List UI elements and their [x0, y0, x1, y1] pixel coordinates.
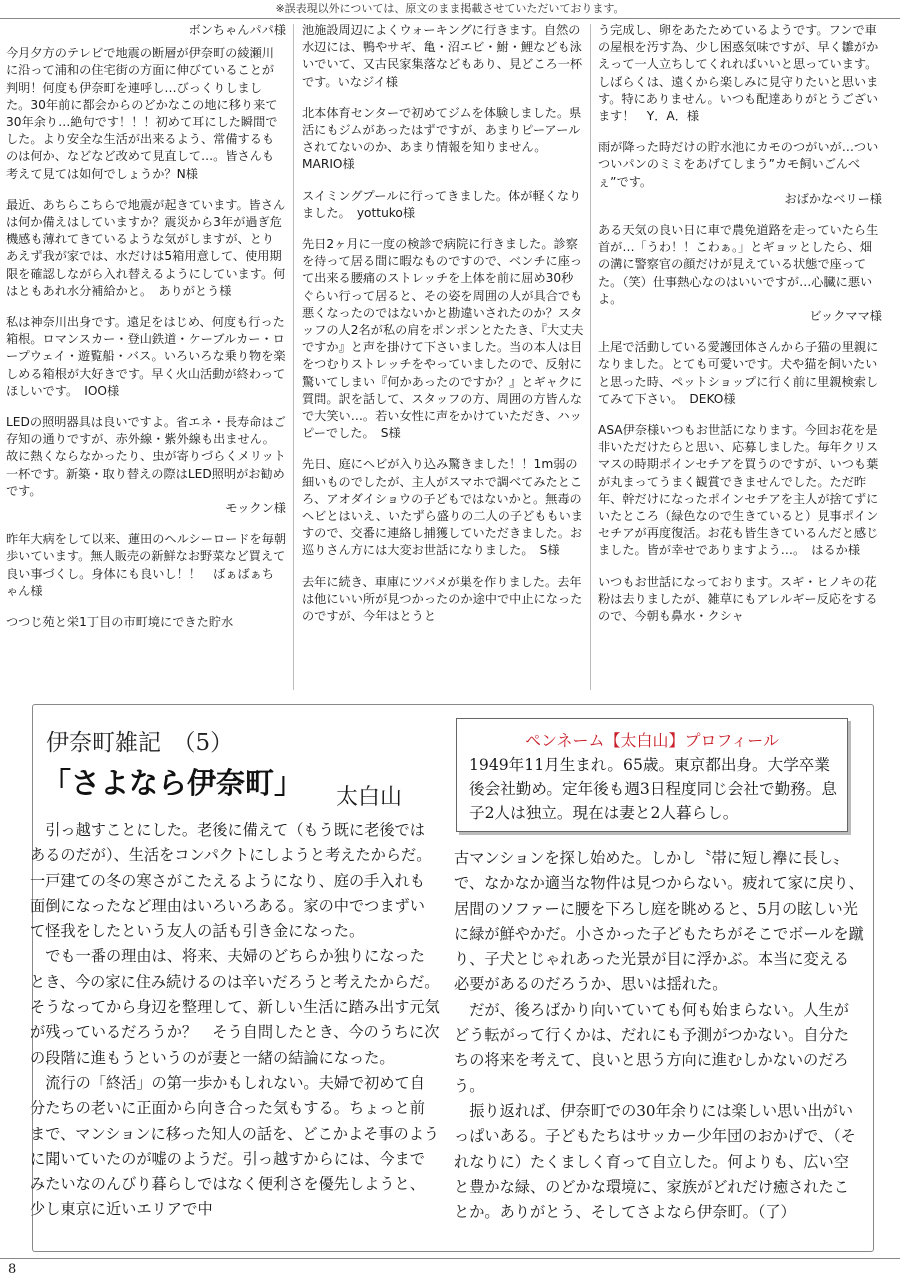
article-paragraph: でも一番の理由は、将来、夫婦のどちらか独りになったとき、今の家に住み続けるのは辛いだろうと考えたからだ。そうなってから身辺を整理して、新しい生活に踏み出す元気が残っているだろうか？ そう自問したとき、今のうちに次の段階に進もうというのが妻と一緒の結論になった。 [30, 947, 440, 1067]
letter: 上尾で活動している愛護団体さんから子猫の里親になりました。とても可愛いです。犬や猫を飼いたいと思った時、ペットショップに行く前に里親検索してみて下さい。 DEKO様 [598, 340, 879, 406]
letters-column-3 [598, 22, 882, 692]
letters-column-1 [6, 22, 286, 692]
article-paragraph: 振り返れば、伊奈町での30年余りには楽しい思い出がいっぱいある。子どもたちはサッカー少年団のおかげで、（それなりに）たくましく育って自立した。何よりも、広い空と豊かな緑、のどかな環境に、家族がどれだけ癒されたことか。ありがとう、そしてさよなら伊奈町。（了） [454, 1101, 856, 1222]
letter: 昨年大病をして以来、蓮田のヘルシーロードを毎朝歩いています。無人販売の新鮮なお野菜など買えて良い事づくし。身体にも良いし！！ ばぁばぁちゃん様 [6, 532, 286, 598]
author-profile-box [456, 718, 848, 832]
letter-signature: ボンちゃんパパ様 [188, 23, 286, 37]
letter: 池施設周辺によくウォーキングに行きます。自然の水辺には、鴨やサギ、亀・沼エビ・鮒・鯉なども泳いでいて、又古民家集落などもあり、見どころ一杯です。いなジイ様 [302, 23, 583, 89]
page-number: 8 [8, 1262, 17, 1277]
article-paragraph: 引っ越すことにした。老後に備えて（もう既に老後ではあるのだが）、生活をコンパクトにしようと考えたからだ。一戸建ての冬の寒さがこたえるようになり、庭の手入れも面倒になったなど理由はいろいろある。家の中でつまずいて怪我をしたという友人の話も引き金になった。 [30, 821, 432, 941]
letter: 私は神奈川出身です。遠足をはじめ、何度も行った箱根。ロマンスカー・登山鉄道・ケーブルカー・ロープウェイ・遊覧船・バス。いろいろな乗り物を楽しめる箱根が大好きです。早く火山活動が終わってほしいです。 IOO様 [6, 315, 286, 398]
letter-signature: ビックママ様 [809, 309, 882, 324]
article-paragraph: 流行の「終活」の第一歩かもしれない。夫婦で初めて自分たちの老いに正面から向き合った気もする。ちょっと前まで、マンションに移った知人の話を、どこかよそ事のように聞いていたのが嘘のようだ。引っ越すからには、今までみたいなのんびり暮らしではなく便利さを優先しようと、少し東京に近いエリアで中 [30, 1073, 440, 1219]
letter: 去年に続き、車庫にツバメが巣を作りました。去年は他にいい所が見つかったのか途中で中止になったのですが、今年はとうと [302, 574, 583, 624]
reprint-notice: ※誤表現以外については、原文のまま掲載させていただいております。 [275, 2, 625, 15]
letter: いつもお世話になっております。スギ・ヒノキの花粉は去りましたが、雑草にもアレルギー反応をするので、今朝も鼻水・クシャ [598, 574, 878, 624]
article-paragraph: 古マンションを探し始めた。しかし〝帯に短し襷に長し〟で、なかなか適当な物件は見つからない。疲れて家に戻り、居間のソファーに腰を下ろし庭を眺めると、5月の眩しい光に緑が鮮やかだ。小さかった子どもたちがそこでボールを蹴り、子犬とじゃれあった光景が目に浮かぶ。本当に変える必要があるのだろうか、思いは揺れた。 [454, 849, 864, 994]
letter-signature: おばかなベリー様 [784, 191, 882, 206]
letter: 北本体育センターで初めてジムを体験しました。県活にもジムがあったはずですが、あまりピーアールされてないのか、あまり情報を知りません。 MARIO様 [302, 105, 582, 172]
letter: 先日、庭にヘビが入り込み驚きました！！1m弱の細いものでしたが、主人がスマホで調べてみたところ、アオダイショウの子どもではないかと。無毒のヘビとはいえ、いたずら盛りの二人の子どももいますので、交番に連絡し捕獲していただきました。お巡りさん方には大変お世話になりました。 S様 [302, 457, 584, 558]
letter: 最近、あちらこちらで地震が起きています。皆さんは何か備えはしていますか？震災から3年が過ぎ危機感も薄れてきているような気がしますが、とりあえず我が家では、水だけは5箱用意して、使用期限を確認しながら入れ替えるようにしています。何はともあれ水分補給かと。 ありがとう様 [6, 197, 286, 298]
letter-signature: モックン様 [225, 501, 286, 516]
article-title: 「さよなら伊奈町」 [42, 766, 304, 800]
letter: スイミングプールに行ってきました。体が軽くなりました。 yottuko様 [302, 188, 582, 220]
letter: 雨が降った時だけの貯水池にカモのつがいが…ついついパンのミミをあげてしまう”カモ飼いごんべぇ”です。 [598, 140, 879, 189]
profile-title: ペンネーム【太白山】プロフィール [525, 731, 779, 750]
bottom-divider [0, 1258, 900, 1259]
letter: つつじ苑と栄1丁目の市町境にできた貯水 [6, 615, 234, 630]
article-column-left [30, 818, 440, 1223]
top-divider [0, 18, 900, 19]
letter: ASA伊奈様いつもお世話になります。今回お花を是非いただけたらと思い、応募しました。毎年クリスマスの時期ポインセチアを買うのですが、いつも葉が丸まってうまく観賞できませんでした。ただ昨年、幹だけになったポインセチアを主人が捨てずにいたところ（緑色なので生きていると）見事ポインセチアが再度復活。お花も皆生きているんだと感じました。皆が幸せでありますよう…。 はるか様 [598, 423, 879, 558]
column-divider [293, 24, 294, 690]
letters-column-2 [302, 22, 584, 692]
letter: LEDの照明器具は良いですよ。省エネ・長寿命はご存知の通りですが、赤外線・紫外線も出ません。故に熱くならなかったり、虫が寄りづらくメリット一杯です。新築・取り替えの際はLED照明がお勧めです。 [6, 415, 286, 498]
letter: う完成し、卵をあたためているようです。フンで車の屋根を汚す為、少し困惑気味ですが、早く雛がかえって一人立ちしてくれればいいと思っています。しばらくは、遠くから楽しみに見守りたいと思います。特にありません。いつも配達ありがとうございます！ Y．A．様 [598, 23, 879, 124]
article-column-right [454, 846, 864, 1225]
article-paragraph: だが、後ろばかり向いていても何も始まらない。人生がどう転がって行くかは、だれにも予測がつかない。自分たちの将来を考えて、良いと思う方向に進むしかないのだろう。 [454, 1000, 849, 1095]
column-divider [590, 24, 591, 690]
profile-text: 1949年11月生まれ。65歳。東京都出身。大学卒業後会社勤め。定年後も週3日程度同じ会社で勤務。息子2人は独立。現在は妻と2人暮らし。 [469, 756, 837, 822]
article-author: 太白山 [336, 785, 403, 810]
article-series-title: 伊奈町雑記 （5） [46, 730, 234, 756]
letter: ある天気の良い日に車で農免道路を走っていたら生首が…「うわ！！こわぁ。」とギョッとしたら、畑の溝に警察官の顔だけが見えている状態で座ってた。（笑）仕事熱心なのはいいですが…心臓に悪いよ。 [598, 223, 879, 306]
letter: 先日2ヶ月に一度の検診で病院に行きました。診察を待って居る間に暇なものですので、ベンチに座って出来る腰痛のストレッチを上体を前に屈め30秒ぐらい行って居ると、その姿を周囲の人が具合でも悪くなったのではないかと勘違いされたのか？スタッフの人2名が私の肩をポンポンとたたき、『大丈夫ですか』と声を掛けて下さいました。当の本人は目をつむりストレッチをやっていましたので、反射に驚いてしまい『何かあったのですか？』とギャクに質問。訳を話して、スタッフの方、周囲の方皆んなで大笑い…。若い女性に声をかけていただき、ハッピーでした。 S様 [302, 237, 584, 441]
letter: 今月夕方のテレビで地震の断層が伊奈町の綾瀬川に沿って浦和の住宅街の方面に伸びていることが判明！何度も伊奈町を連呼し…びっくりしました。30年前に都会からのどかなこの地に移り来て30年余り…絶句です！！！初めて耳にした瞬間でした。より安全な生活が出来るよう、常備するものは何か、などなど改めて見直して…。皆さんも考えて見ては如何でしょうか？N様 [6, 46, 278, 181]
